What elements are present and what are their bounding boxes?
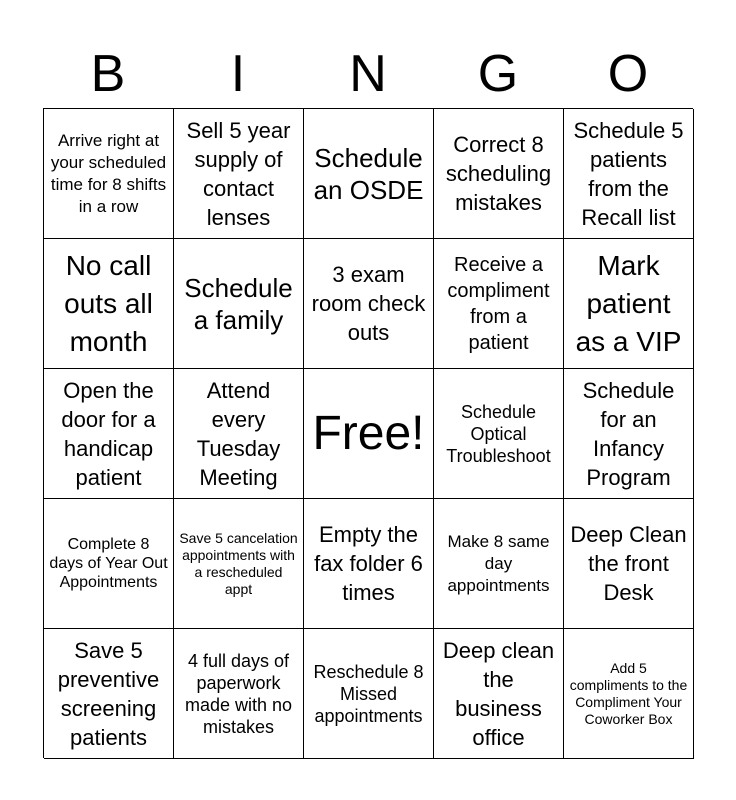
header-letter-o: O — [607, 45, 649, 103]
cell-text: Arrive right at your scheduled time for 8 shifts in a row — [50, 130, 167, 216]
bingo-cell[interactable] — [174, 369, 304, 499]
header-letter-i: I — [230, 45, 246, 103]
bingo-cell[interactable] — [174, 239, 304, 369]
bingo-cell[interactable] — [44, 499, 174, 629]
bingo-cell[interactable] — [304, 499, 434, 629]
cell-text: 4 full days of paperwork made with no mistakes — [184, 650, 293, 737]
bingo-cell[interactable] — [564, 109, 694, 239]
cell-text: Schedule Optical Troubleshoot — [446, 401, 551, 466]
bingo-cell[interactable] — [434, 239, 564, 369]
bingo-cell[interactable] — [304, 239, 434, 369]
cell-text: Correct 8 scheduling mistakes — [445, 132, 552, 215]
cell-text: Schedule 5 patients from the Recall list — [573, 117, 684, 230]
cell-text: Complete 8 days of Year Out Appointments — [49, 536, 168, 591]
cell-text: Reschedule 8 Missed appointments — [313, 661, 424, 726]
header-letter-n: N — [349, 45, 387, 103]
cell-text: Schedule for an Infancy Program — [582, 377, 675, 490]
cell-text: Mark patient as a VIP — [575, 249, 682, 357]
cell-text: Free! — [312, 406, 425, 460]
bingo-cell[interactable] — [434, 109, 564, 239]
cell-text: Save 5 preventive screening patients — [57, 637, 160, 750]
cell-text: Receive a compliment from a patient — [447, 253, 550, 354]
cell-text: Empty the fax folder 6 times — [314, 522, 423, 605]
cell-text: Schedule an OSDE — [313, 142, 424, 205]
bingo-cell[interactable] — [174, 629, 304, 759]
bingo-cell[interactable] — [564, 239, 694, 369]
bingo-header — [43, 40, 693, 108]
bingo-cell[interactable] — [174, 499, 304, 629]
bingo-cell[interactable] — [434, 629, 564, 759]
bingo-cell[interactable] — [434, 369, 564, 499]
bingo-cell[interactable] — [44, 239, 174, 369]
bingo-cell[interactable] — [44, 109, 174, 239]
cell-text: Sell 5 year supply of contact lenses — [186, 117, 291, 230]
cell-text: No call outs all month — [64, 249, 153, 357]
cell-text: Deep clean the business office — [442, 637, 555, 750]
bingo-cell[interactable] — [174, 109, 304, 239]
cell-text: Schedule a family — [184, 272, 293, 335]
cell-text: Deep Clean the front Desk — [570, 522, 687, 605]
cell-text: 3 exam room check outs — [311, 262, 426, 345]
bingo-cell[interactable] — [44, 629, 174, 759]
bingo-cell[interactable] — [564, 499, 694, 629]
bingo-cell-free[interactable] — [304, 369, 434, 499]
cell-text: Make 8 same day appointments — [447, 531, 550, 595]
bingo-cell[interactable] — [304, 629, 434, 759]
bingo-cell[interactable] — [564, 369, 694, 499]
header-letter-b: B — [90, 45, 126, 103]
cell-text: Attend every Tuesday Meeting — [196, 377, 281, 490]
cell-text: Add 5 compliments to the Compliment Your Coworker Box — [569, 659, 688, 727]
header-letter-g: G — [477, 45, 519, 103]
cell-text: Open the door for a handicap patient — [61, 377, 156, 490]
bingo-cell[interactable] — [304, 109, 434, 239]
bingo-cell[interactable] — [434, 499, 564, 629]
bingo-cell[interactable] — [44, 369, 174, 499]
bingo-cell[interactable] — [564, 629, 694, 759]
cell-text: Save 5 cancelation appointments with a rescheduled appt — [179, 529, 298, 597]
bingo-grid — [43, 108, 693, 758]
